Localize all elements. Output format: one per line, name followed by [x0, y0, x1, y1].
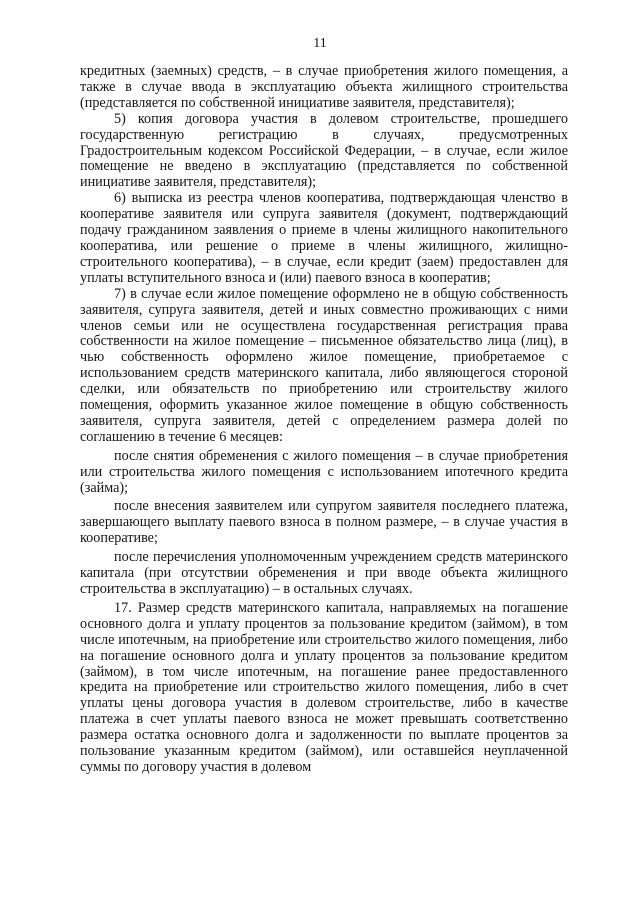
paragraph-continuation: кредитных (заемных) средств, – в случае приобретения жилого помещения, а также в случае ввода в эксплуатацию объекта жилищного строительства (представляется по собственной инициативе заявителя, представителя);: [80, 63, 568, 111]
paragraph-condition-mortgage: после снятия обременения с жилого помещения – в случае приобретения или строительства жилого помещения с использованием ипотечного кредита (займа);: [80, 447, 568, 496]
paragraph-item-6: 6) выписка из реестра членов кооператива, подтверждающая членство в кооперативе заявителя или супруга заявителя (документ, подтверждающий подачу гражданином заявления о приеме в члены жилищного накопительного кооператива, или решение о приеме в члены жилищного, жилищно-строительного кооператива), – в случае, если кредит (заем) предоставлен для уплаты вступительного взноса и (или) паевого взноса в кооператив;: [80, 190, 568, 286]
paragraph-condition-cooperative: после внесения заявителем или супругом заявителя последнего платежа, завершающего выплату паевого взноса в полном размере, – в случае участия в кооперативе;: [80, 498, 568, 547]
paragraph-condition-other: после перечисления уполномоченным учреждением средств материнского капитала (при отсутствии обременения и при вводе объекта жилищного строительства в эксплуатацию) – в остальных случаях.: [80, 549, 568, 597]
paragraph-item-7: 7) в случае если жилое помещение оформлено не в общую собственность заявителя, супруга заявителя, детей и иных совместно проживающих с ними членов семьи или не осуществлена государственная регистрация права собственности на жилое помещение – письменное обязательство лица (лиц), в чью собственность оформлено жилое помещение, приобретаемое с использованием средств материнского капитала, либо являющегося стороной сделки, или обязательств по приобретению или строительству жилого помещения, оформить указанное жилое помещение в общую собственность заявителя, супруга заявителя, детей с определением размера долей по соглашению в течение 6 месяцев:: [80, 285, 568, 445]
paragraph-item-5: 5) копия договора участия в долевом строительстве, прошедшего государственную регистрацию в случаях, предусмотренных Градостроительным кодексом Российской Федерации, – в случае, если жилое помещение не введено в эксплуатацию (представляется по собственной инициативе заявителя, представителя);: [80, 110, 568, 191]
page-number: 11: [313, 36, 327, 51]
document-body: [80, 64, 568, 776]
paragraph-item-17: 17. Размер средств материнского капитала, направляемых на погашение основного долга и уплату процентов за пользование кредитом (займом), в том числе ипотечным, на приобретение или строительство жилого помещения, либо на погашение основного долга и уплату процентов за пользование кредитом (займом), в том числе ипотечным, на погашение ранее предоставленного кредита на приобретение или строительство жилого помещения, либо в счет уплаты цены договора участия в долевом строительстве, либо в качестве платежа в счет уплаты паевого взноса не может превышать соответственно размера остатка основного долга и задолженности по выплате процентов за пользование указанным кредитом (займом), или оставшейся неуплаченной суммы по договору участия в долевом: [80, 599, 568, 775]
